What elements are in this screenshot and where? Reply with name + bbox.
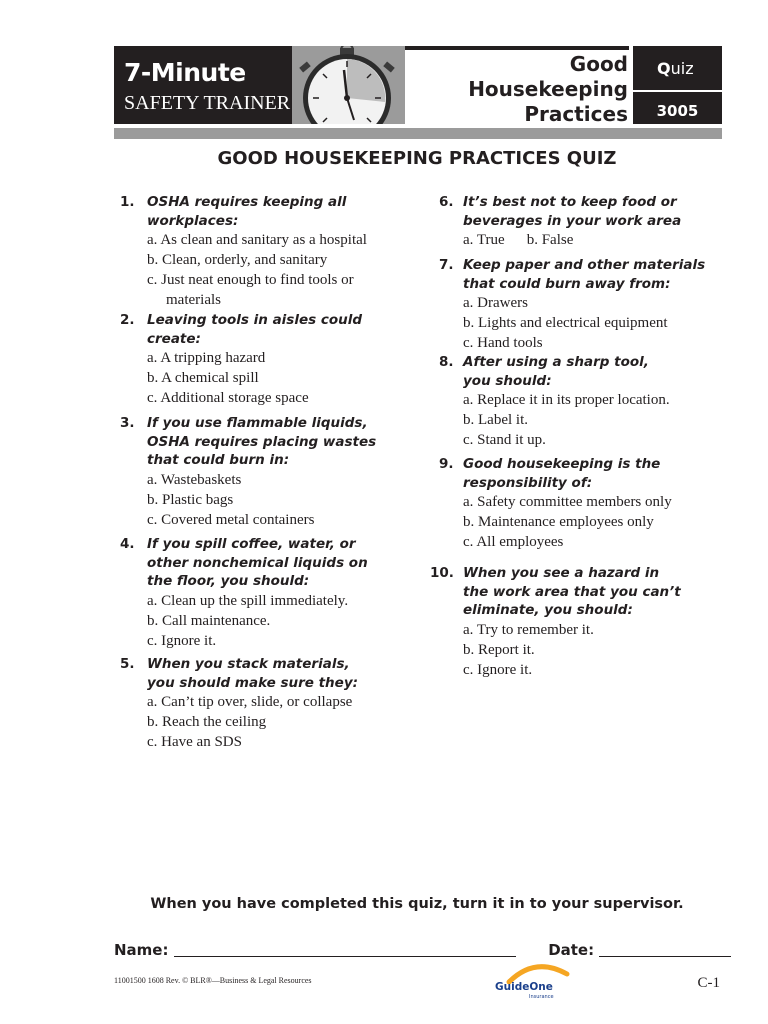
question-text: When you stack materials, you should make sure they: bbox=[147, 656, 359, 691]
name-label: Name: bbox=[114, 941, 169, 959]
question-9 bbox=[430, 455, 720, 564]
question-10 bbox=[430, 564, 720, 680]
answer-option: a. Clean up the spill immediately. bbox=[147, 592, 349, 609]
answer-option: c. Additional storage space bbox=[147, 390, 309, 406]
question-number: 10. bbox=[430, 565, 454, 581]
question-number: 3. bbox=[120, 415, 135, 431]
quiz-label: Quiz bbox=[657, 59, 694, 78]
name-field[interactable] bbox=[174, 941, 516, 957]
question-2 bbox=[120, 311, 400, 414]
question-number: 1. bbox=[120, 194, 135, 210]
answer-option: a. True bbox=[463, 232, 505, 248]
answer-option: c. Have an SDS bbox=[147, 734, 242, 750]
question-text: After using a sharp tool, you should: bbox=[463, 354, 649, 389]
question-number: 6. bbox=[439, 194, 454, 210]
header-rule bbox=[405, 46, 629, 50]
answer-option: b. A chemical spill bbox=[147, 370, 259, 386]
question-number: 2. bbox=[120, 312, 135, 328]
question-number: 4. bbox=[120, 536, 135, 552]
answer-option: c. Ignore it. bbox=[147, 632, 217, 649]
quiz-divider bbox=[633, 90, 722, 92]
answer-option: a. Wastebaskets bbox=[147, 471, 242, 488]
question-text: If you use flammable liquids, OSHA requires placing wastes that could burn in: bbox=[147, 415, 377, 468]
header-brand-block bbox=[114, 46, 292, 124]
quiz-badge bbox=[633, 46, 722, 124]
quiz-number: 3005 bbox=[656, 102, 699, 120]
question-text: If you spill coffee, water, or other nonchemical liquids on the floor, you should: bbox=[147, 536, 368, 589]
guideone-logo bbox=[495, 962, 575, 1002]
answer-option: a. Can’t tip over, slide, or collapse bbox=[147, 694, 353, 710]
answer-option: b. Maintenance employees only bbox=[463, 514, 654, 530]
brand-title: 7-Minute bbox=[124, 58, 246, 87]
answer-option: a. Try to remember it. bbox=[463, 621, 594, 638]
brand-subtitle: SAFETY TRAINER bbox=[124, 92, 291, 114]
question-number: 7. bbox=[439, 257, 454, 273]
answer-option-line: c. Just neat enough to find tools or bbox=[147, 272, 354, 288]
answer-option: c. Covered metal containers bbox=[147, 511, 315, 528]
question-3 bbox=[120, 414, 400, 535]
completion-instruction: When you have completed this quiz, turn it in to your supervisor. bbox=[150, 896, 684, 912]
answer-option bbox=[147, 270, 400, 310]
topic-line-2: Housekeeping bbox=[468, 77, 628, 101]
topic-title bbox=[468, 52, 628, 127]
logo-text: GuideOne bbox=[495, 981, 553, 993]
answer-option: b. Call maintenance. bbox=[147, 612, 271, 629]
answer-option: c. Ignore it. bbox=[463, 661, 533, 678]
question-text: When you see a hazard in the work area that you can’t eliminate, you should: bbox=[463, 565, 681, 618]
answer-option: b. Clean, orderly, and sanitary bbox=[147, 252, 328, 268]
question-text: OSHA requires keeping all workplaces: bbox=[147, 194, 347, 229]
logo-subtext: Insurance bbox=[529, 994, 554, 1000]
answer-option: b. Label it. bbox=[463, 412, 528, 428]
answer-option: a. Safety committee members only bbox=[463, 494, 672, 510]
copyright-notice: 11001500 1608 Rev. © BLR®—Business & Legal Resources bbox=[114, 976, 312, 985]
question-number: 8. bbox=[439, 354, 454, 370]
question-7 bbox=[430, 256, 720, 353]
topic-line-1: Good bbox=[569, 52, 628, 76]
answer-option: b. False bbox=[526, 232, 574, 248]
question-5 bbox=[120, 655, 400, 752]
answer-option-continuation: materials bbox=[166, 292, 221, 308]
topic-line-3: Practices bbox=[524, 102, 628, 126]
question-text: Leaving tools in aisles could create: bbox=[147, 312, 363, 347]
question-1 bbox=[120, 193, 400, 311]
answer-option: c. Stand it up. bbox=[463, 432, 546, 448]
name-date-row bbox=[114, 941, 731, 959]
question-number: 9. bbox=[439, 456, 454, 472]
date-label: Date: bbox=[548, 941, 595, 959]
date-field[interactable] bbox=[599, 941, 731, 957]
question-number: 5. bbox=[120, 656, 135, 672]
question-text: Good housekeeping is the responsibility of: bbox=[463, 456, 661, 491]
page-number: C-1 bbox=[697, 975, 720, 991]
answer-option: c. All employees bbox=[463, 534, 564, 550]
answer-option: b. Report it. bbox=[463, 641, 535, 658]
answer-option: a. Replace it in its proper location. bbox=[463, 392, 670, 408]
answer-option: c. Hand tools bbox=[463, 335, 543, 351]
question-4 bbox=[120, 535, 400, 655]
answer-option: b. Reach the ceiling bbox=[147, 714, 267, 730]
header-gray-bar bbox=[114, 128, 722, 139]
page-title: GOOD HOUSEKEEPING PRACTICES QUIZ bbox=[217, 148, 617, 169]
question-text: It’s best not to keep food or beverages in your work area bbox=[463, 194, 682, 229]
answer-option: b. Plastic bags bbox=[147, 491, 234, 508]
answer-option: a. A tripping hazard bbox=[147, 350, 266, 366]
answer-options-inline bbox=[463, 230, 720, 250]
question-text: Keep paper and other materials that could burn away from: bbox=[463, 257, 706, 292]
question-8 bbox=[430, 353, 720, 455]
questions-left-column bbox=[120, 193, 400, 752]
questions-right-column bbox=[430, 193, 720, 680]
question-6 bbox=[430, 193, 720, 256]
answer-option: a. Drawers bbox=[463, 295, 528, 311]
answer-option: a. As clean and sanitary as a hospital bbox=[147, 232, 367, 248]
answer-option: b. Lights and electrical equipment bbox=[463, 315, 668, 331]
stopwatch-image bbox=[292, 46, 405, 124]
